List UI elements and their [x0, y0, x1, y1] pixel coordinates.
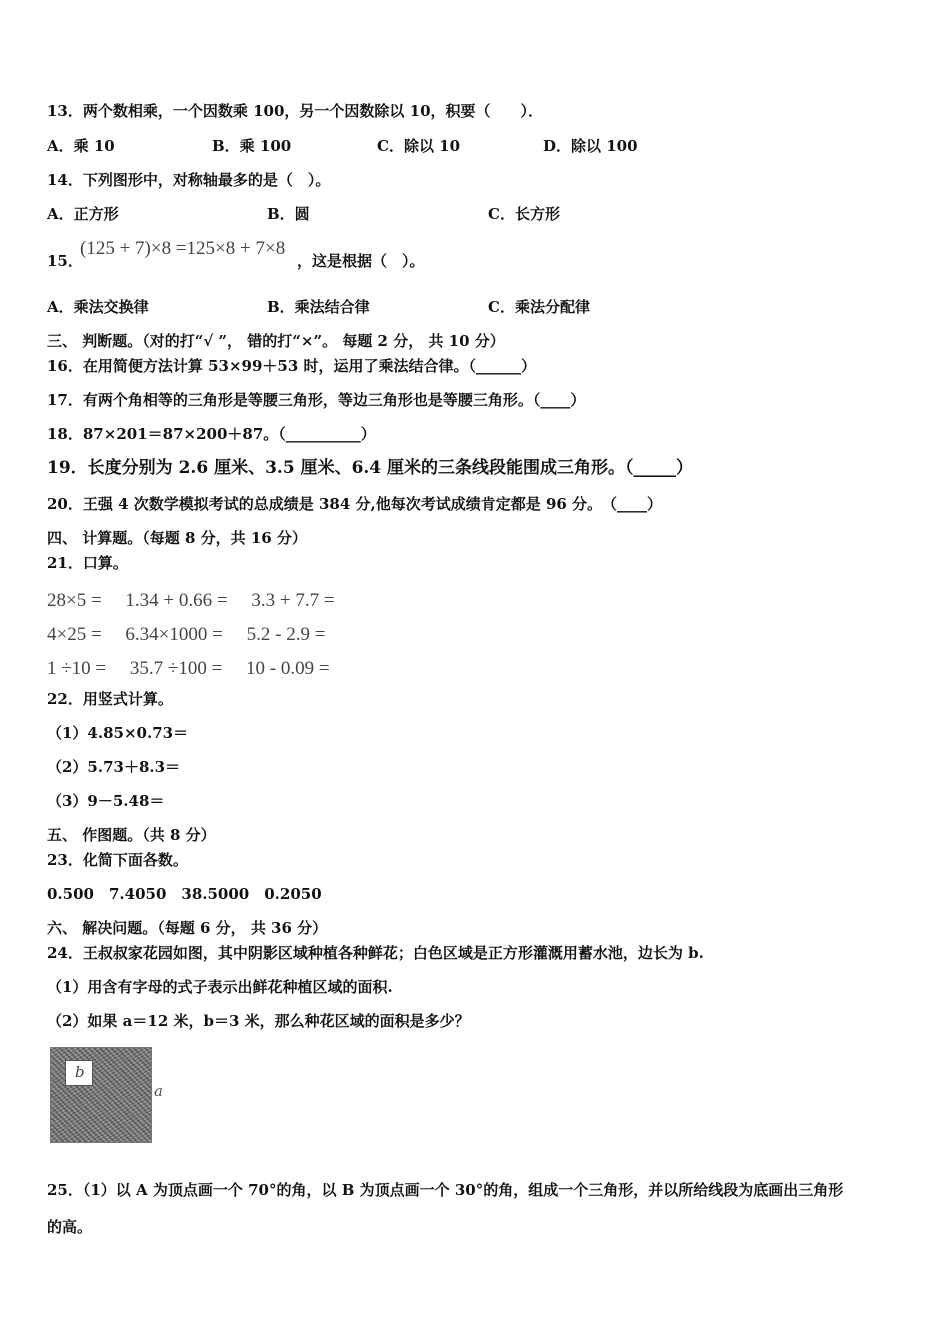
q22-item-1: （1）4.85×0.73＝: [47, 724, 189, 742]
section-5-heading: 五、 作图题。（共 8 分）: [47, 826, 216, 844]
q20: 20．王强 4 次数学模拟考试的总成绩是 384 分,他每次考试成绩肯定都是 96 分。 （____）: [47, 495, 663, 513]
q25-line-2: 的高。: [47, 1218, 93, 1236]
q15-formula: (125 + 7)×8 =125×8 + 7×8: [80, 238, 286, 259]
q16: 16．在用简便方法计算 53×99＋53 时，运用了乘法结合律。（______）: [47, 357, 537, 375]
q14-stem: 14．下列图形中，对称轴最多的是（ ）。: [47, 171, 331, 189]
q14-option-c: C．长方形: [488, 205, 560, 223]
q21-row-2: 4×25 = 6.34×1000 = 5.2 - 2.9 =: [47, 624, 326, 645]
q15-prefix: 15．: [47, 252, 83, 270]
pool-square: [65, 1060, 93, 1086]
q23-numbers: 0.500 7.4050 38.5000 0.2050: [47, 885, 322, 903]
q13-option-c: C．除以 10: [377, 137, 461, 155]
q21-row-3: 1 ÷10 = 35.7 ÷100 = 10 - 0.09 =: [47, 658, 330, 679]
q22-item-2: （2）5.73＋8.3＝: [47, 758, 181, 776]
q22-item-3: （3）9－5.48＝: [47, 792, 165, 810]
q22-stem: 22．用竖式计算。: [47, 690, 173, 708]
q25-line-1: 25．（1）以 A 为顶点画一个 70°的角，以 B 为顶点画一个 30°的角，组成一个三角形，并以所给线段为底画出三角形: [47, 1181, 844, 1199]
q15-option-a: A．乘法交换律: [47, 298, 149, 316]
q13-option-b: B．乘 100: [212, 137, 292, 155]
figure-label-a: a: [154, 1082, 163, 1100]
q19: 19．长度分别为 2.6 厘米、3.5 厘米、6.4 厘米的三条线段能围成三角形。（_____）: [47, 458, 694, 478]
q24-part-1: （1）用含有字母的式子表示出鲜花种植区域的面积.: [47, 978, 393, 996]
q13-option-d: D．除以 100: [543, 137, 638, 155]
q15-suffix: ，这是根据（ ）。: [297, 252, 425, 270]
section-3-heading: 三、 判断题。（对的打“√ ”， 错的打“×”。 每题 2 分， 共 10 分）: [47, 332, 505, 350]
q18: 18．87×201＝87×200＋87。（__________）: [47, 425, 376, 443]
q13-stem: 13．两个数相乘，一个因数乘 100，另一个因数除以 10，积要（ ）．: [47, 102, 544, 120]
q13-option-a: A．乘 10: [47, 137, 115, 155]
q23-stem: 23．化简下面各数。: [47, 851, 188, 869]
garden-figure: [50, 1047, 152, 1143]
figure-label-b: b: [75, 1063, 85, 1081]
q17: 17．有两个角相等的三角形是等腰三角形，等边三角形也是等腰三角形。（____）: [47, 391, 586, 409]
q15-option-b: B．乘法结合律: [267, 298, 370, 316]
section-6-heading: 六、 解决问题。（每题 6 分， 共 36 分）: [47, 919, 328, 937]
q21-row-1: 28×5 = 1.34 + 0.66 = 3.3 + 7.7 =: [47, 590, 335, 611]
section-4-heading: 四、 计算题。（每题 8 分，共 16 分）: [47, 529, 307, 547]
q14-option-b: B．圆: [267, 205, 310, 223]
q21-stem: 21．口算。: [47, 554, 128, 572]
q24-stem: 24．王叔叔家花园如图，其中阴影区域种植各种鲜花；白色区域是正方形灌溉用蓄水池，边长为 b.: [47, 944, 704, 962]
q15-option-c: C．乘法分配律: [488, 298, 590, 316]
q24-part-2: （2）如果 a＝12 米，b＝3 米，那么种花区域的面积是多少？: [47, 1012, 470, 1030]
q14-option-a: A．正方形: [47, 205, 119, 223]
